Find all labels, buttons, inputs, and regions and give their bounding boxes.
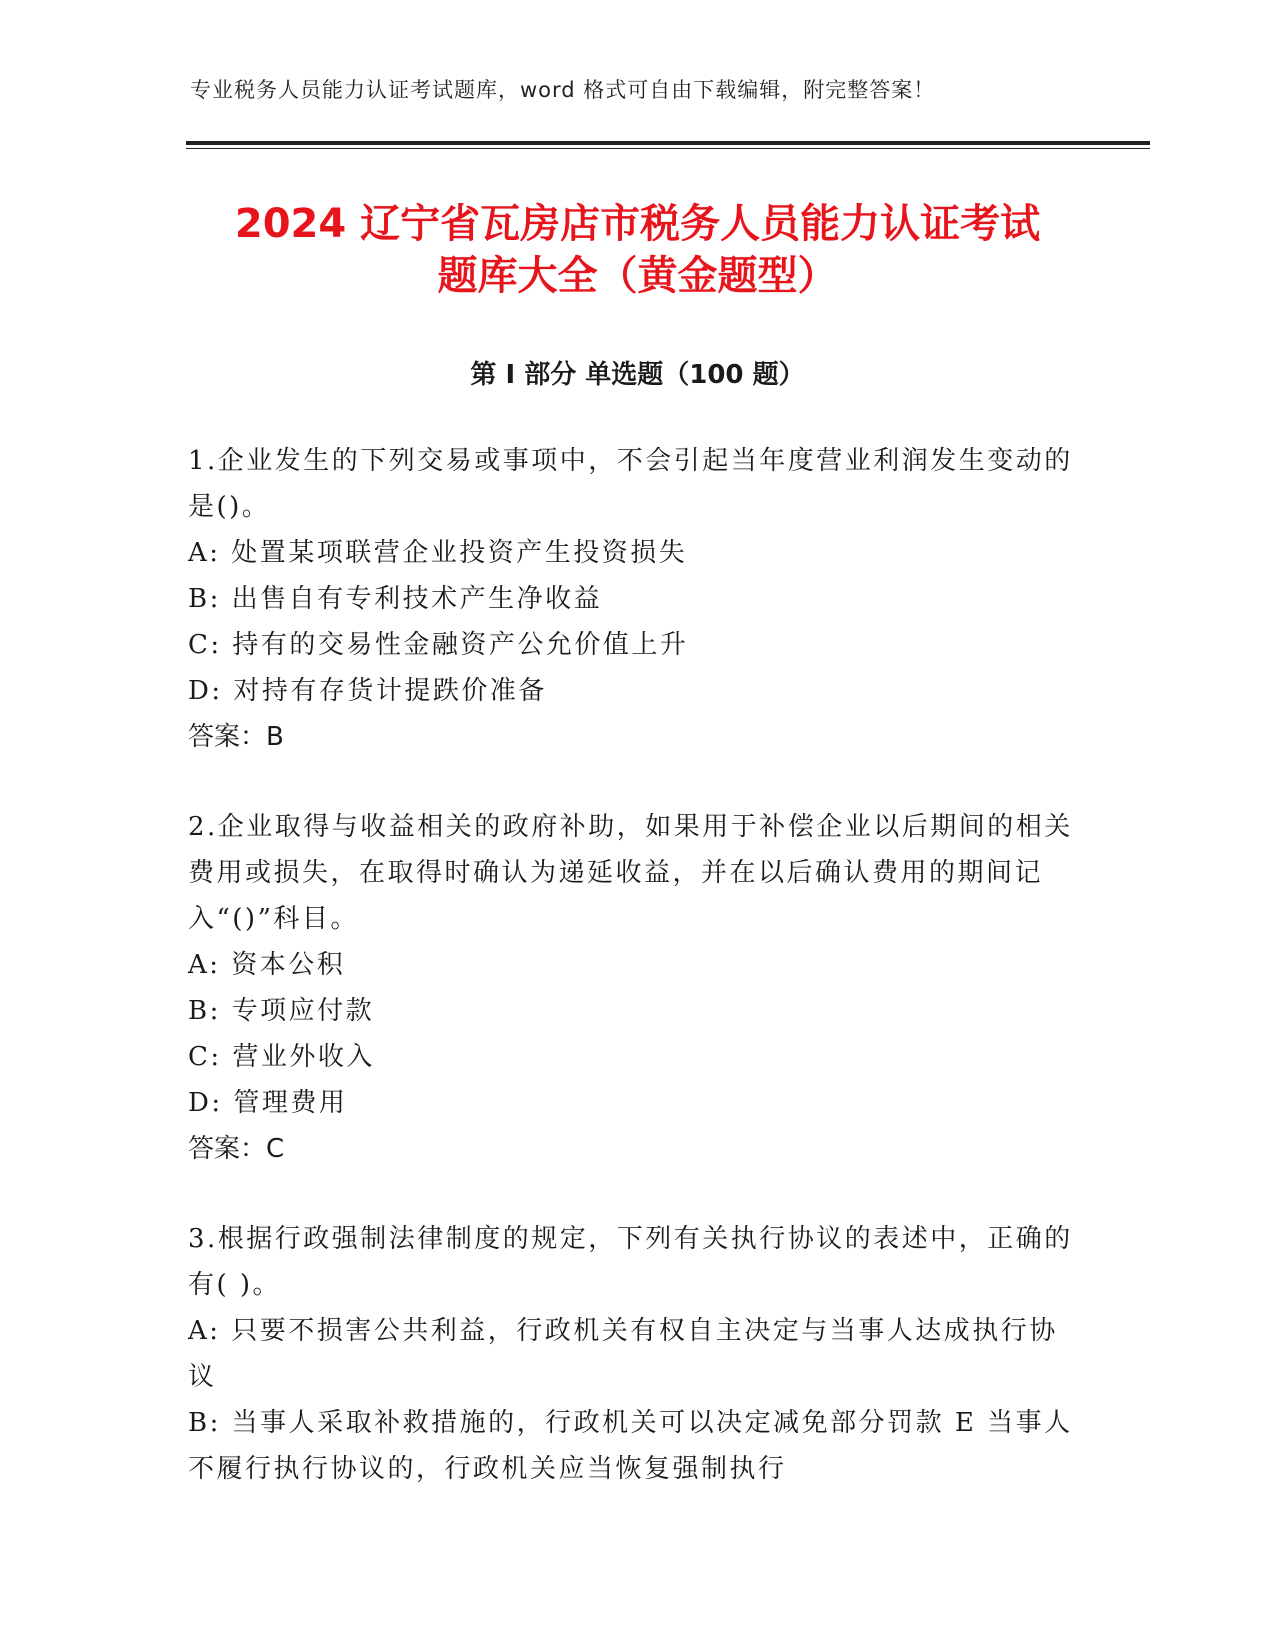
document-title-line2: 题库大全（黄金题型） xyxy=(437,253,838,299)
question-1 xyxy=(188,438,1078,760)
header-note: 专业税务人员能力认证考试题库，word 格式可自由下载编辑，附完整答案！ xyxy=(190,78,936,102)
option-b: B: 专项应付款 xyxy=(188,996,375,1026)
option-d: D: 管理费用 xyxy=(188,1088,348,1118)
option-c: C: 持有的交易性金融资产公允价值上升 xyxy=(188,630,689,660)
option-b: B: 当事人采取补救措施的，行政机关可以决定减免部分罚款 E 当事人不履行执行协议的，行政机关应当恢复强制执行 xyxy=(188,1408,1073,1484)
option-c: C: 营业外收入 xyxy=(188,1042,375,1072)
answer: 答案：B xyxy=(188,722,284,752)
question-2 xyxy=(188,804,1078,1172)
header-rule-thick xyxy=(186,141,1150,145)
document-title-line1: 2024 辽宁省瓦房店市税务人员能力认证考试 xyxy=(234,201,1041,247)
question-stem: 2.企业取得与收益相关的政府补助，如果用于补偿企业以后期间的相关费用或损失，在取得时确认为递延收益，并在以后确认费用的期间记入“()”科目。 xyxy=(188,812,1073,934)
option-a: A: 资本公积 xyxy=(188,950,346,980)
option-d: D: 对持有存货计提跌价准备 xyxy=(188,676,547,706)
question-stem: 1.企业发生的下列交易或事项中，不会引起当年度营业利润发生变动的是()。 xyxy=(188,446,1073,522)
option-a: A: 处置某项联营企业投资产生投资损失 xyxy=(188,538,688,568)
question-3 xyxy=(188,1216,1078,1492)
section-title: 第 I 部分 单选题（100 题） xyxy=(470,360,805,390)
header-rule-thin xyxy=(186,148,1150,149)
answer: 答案：C xyxy=(188,1134,285,1164)
question-list xyxy=(188,438,1078,1536)
option-b: B: 出售自有专利技术产生净收益 xyxy=(188,584,603,614)
option-a: A: 只要不损害公共利益，行政机关有权自主决定与当事人达成执行协议 xyxy=(188,1316,1058,1392)
question-stem: 3.根据行政强制法律制度的规定，下列有关执行协议的表述中，正确的有( )。 xyxy=(188,1224,1073,1300)
document-title xyxy=(150,198,1125,302)
